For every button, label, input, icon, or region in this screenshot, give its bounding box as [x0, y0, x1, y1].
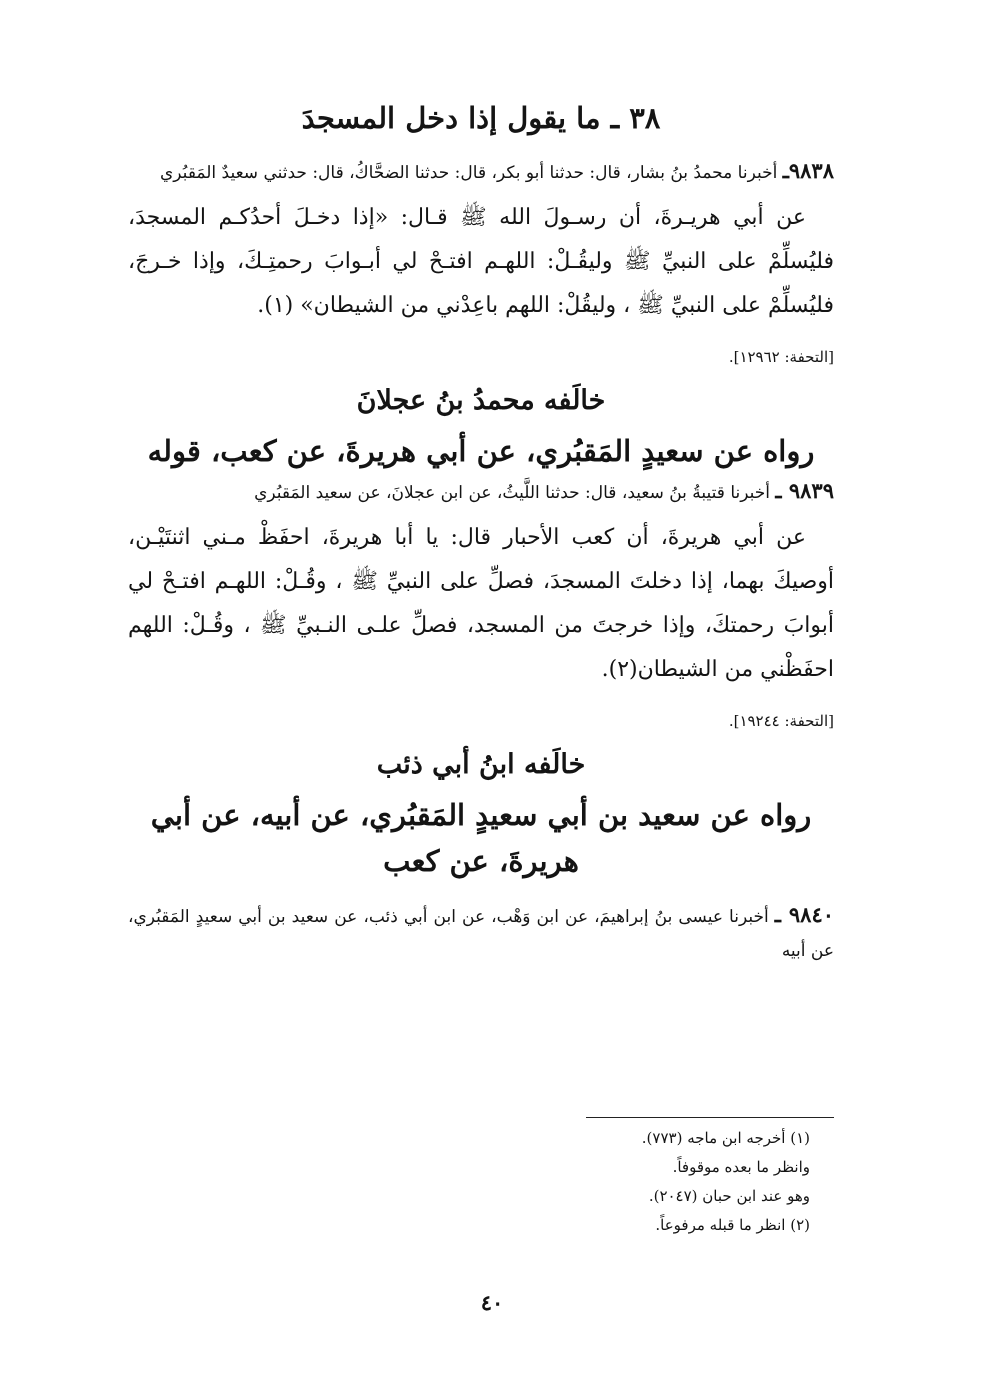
hadith-matn: عن أبي هريرةَ، أن كعب الأحبار قال: يا أبا هريرةَ، احفَظْ مـني اثنتَيْـن، أوصيكَ بهما، إذا دخلتَ المسجدَ، فصلِّ على النبيِّ ﷺ ، وقُـلْ: اللهـم افتـحْ لي أبوابَ رحمتكَ، وإذا خرجتَ من المسجد، فصلِّ علـى النـبيِّ ﷺ ، وقُـلْ: اللهم احفَظْني من الشيطان(٢). [128, 525, 834, 682]
hadith-matn: عن أبي هريـرةَ، أن رسـولَ الله ﷺ قـال: «إذا دخـلَ أحدُكـم المسجدَ، فليُسلِّمْ على النبيِّ ﷺ وليقُـلْ: اللهـم افتـحْ لي أبـوابَ رحمتِـكَ، وإذا خـرجَ، فليُسلِّمْ على النبيِّ ﷺ ، وليقُلْ: اللهم باعِدْني من الشيطان» (١). [128, 205, 834, 318]
isnad-text: أخبرنا قتيبةُ بنُ سعيد، قال: حدثنا اللَّيثُ، عن ابن عجلانَ، عن سعيد المَقبُري [254, 483, 770, 503]
hadith-9839 [128, 474, 834, 736]
footnote-line: وانظر ما بعده موقوفاً. [672, 1158, 810, 1176]
hadith-9840 [128, 898, 834, 968]
hadith-9838 [128, 154, 834, 372]
hadith-number: ٩٨٤٠ ـ [774, 902, 835, 927]
footnote-line: وهو عند ابن حبان (٢٠٤٧). [648, 1187, 810, 1205]
isnad-text: أخبرنا عيسى بنُ إبراهيمَ، عن ابن وَهْب، عن ابن أبي ذئب، عن سعيد بن أبي سعيدٍ المَقبُري، عن أبيه [128, 907, 834, 961]
tuhfa-reference: [التحفة: ١٢٩٦٢]. [728, 348, 834, 366]
section-heading: خالَفه ابنُ أبي ذئب [376, 749, 586, 780]
page-number: ٤٠ [480, 1290, 504, 1315]
footnote-line: (١) أخرجه ابن ماجه (٧٧٣). [641, 1129, 810, 1147]
section-subheading: رواه عن سعيدٍ المَقبُري، عن أبي هريرةَ، عن كعب، قوله [147, 434, 815, 468]
footnote-divider [586, 1117, 834, 1118]
hadith-number: ٩٨٣٨ـ [782, 158, 834, 183]
hadith-isnad [128, 898, 834, 968]
hadith-number: ٩٨٣٩ ـ [775, 478, 834, 503]
footnotes [450, 1124, 810, 1240]
hadith-isnad [128, 474, 834, 510]
chapter-title: ٣٨ ـ ما يقول إذا دخل المسجدَ [301, 101, 661, 135]
section-heading: خالَفه محمدُ بنُ عجلانَ [356, 385, 606, 416]
tuhfa-reference: [التحفة: ١٩٢٤٤]. [728, 712, 834, 730]
section-subheading: رواه عن سعيد بن أبي سعيدٍ المَقبُري، عن أبيه، عن أبي هريرةَ، عن كعب [150, 798, 812, 878]
hadith-isnad [128, 154, 834, 190]
footnote-line: (٢) انظر ما قبله مرفوعاً. [655, 1216, 810, 1234]
page-body [128, 96, 834, 968]
isnad-text: أخبرنا محمدُ بنُ بشار، قال: حدثنا أبو بكر، قال: حدثنا الضحَّاكُ، قال: حدثني سعيدٌ المَقبُري [160, 163, 778, 183]
